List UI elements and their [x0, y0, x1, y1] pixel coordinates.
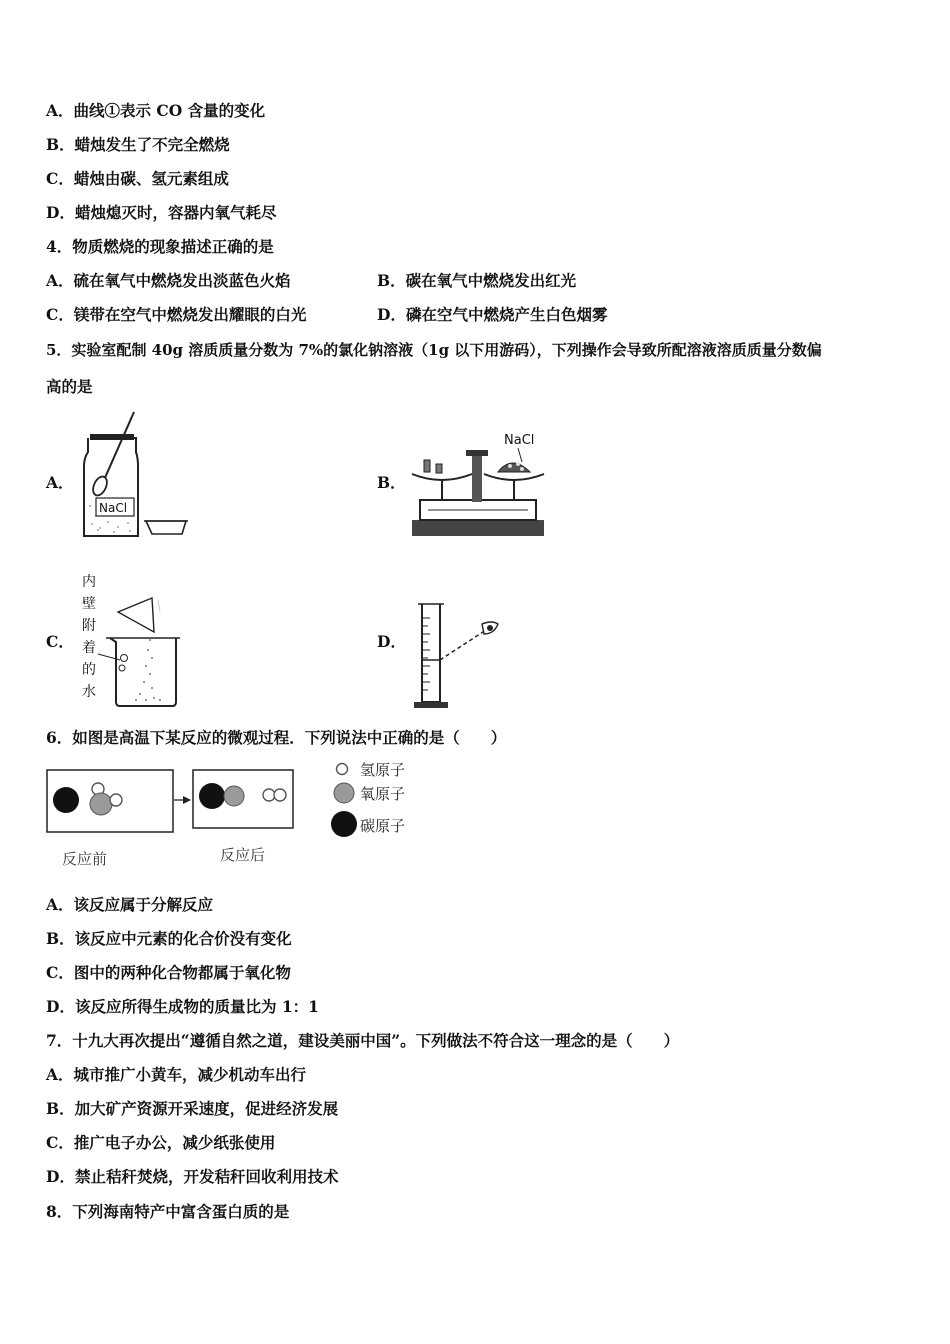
legend-oxygen: 氧原子: [360, 785, 406, 803]
q6-stem: 6．如图是高温下某反应的微观过程．下列说法中正确的是（ ）: [46, 728, 507, 747]
wall-water-char-2: 壁: [82, 596, 96, 612]
q4-stem: 4．物质燃烧的现象描述正确的是: [46, 237, 274, 256]
q6-option-b: B．该反应中元素的化合价没有变化: [46, 929, 292, 948]
q3-option-b: B．蜡烛发生了不完全燃烧: [46, 135, 230, 154]
q7-option-b: B．加大矿产资源开采速度，促进经济发展: [46, 1099, 339, 1118]
wall-water-label: [82, 573, 96, 700]
q7-option-d: D．禁止秸秆焚烧，开发秸秆回收利用技术: [46, 1167, 339, 1186]
q6-option-a: A．该反应属于分解反应: [46, 895, 214, 914]
q5-label-a: A．: [46, 473, 74, 492]
q6-option-d: D．该反应所得生成物的质量比为 1：1: [46, 997, 319, 1016]
wall-water-char-6: 水: [82, 684, 96, 700]
q7-stem: 7．十九大再次提出“遵循自然之道，建设美丽中国”。下列做法不符合这一理念的是（ ）: [46, 1031, 680, 1050]
before-caption: 反应前: [62, 850, 108, 868]
q7-option-a: A．城市推广小黄车，减少机动车出行: [46, 1065, 307, 1084]
q4-option-d: D．磷在空气中燃烧产生白色烟雾: [377, 305, 608, 324]
eye-icon: [482, 622, 498, 634]
wall-water-char-1: 内: [82, 574, 96, 590]
q3-option-d: D．蜡烛熄灭时，容器内氧气耗尽: [46, 203, 277, 222]
q5-stem-line2: 高的是: [46, 377, 93, 396]
beaker-figure: [80, 570, 190, 710]
nacl-bottle-label: NaCl: [99, 501, 128, 515]
q5-label-d: D．: [377, 632, 406, 651]
reagent-bottle-figure: [78, 408, 193, 542]
legend-hydrogen: 氢原子: [360, 761, 406, 779]
q8-stem: 8．下列海南特产中富含蛋白质的是: [46, 1202, 290, 1221]
q5-label-c: C．: [46, 632, 74, 651]
q4-option-c: C．镁带在空气中燃烧发出耀眼的白光: [46, 305, 307, 324]
q4-option-b: B．碳在氧气中燃烧发出红光: [377, 271, 577, 290]
wall-water-char-4: 着: [82, 640, 96, 656]
q5-stem-line1: 5．实验室配制 40g 溶质质量分数为 7%的氯化钠溶液（1g 以下用游码），下列操作会导致所配溶液溶质质量分数偏: [46, 341, 822, 359]
reaction-diagram: [44, 760, 416, 868]
balance-figure: [406, 428, 550, 540]
cylinder-figure: [410, 598, 510, 714]
q6-option-c: C．图中的两种化合物都属于氧化物: [46, 963, 291, 982]
q3-option-c: C．蜡烛由碳、氢元素组成: [46, 169, 229, 188]
wall-water-char-5: 的: [82, 662, 96, 678]
after-caption: 反应后: [220, 846, 266, 864]
legend-carbon: 碳原子: [360, 817, 406, 835]
q7-option-c: C．推广电子办公，减少纸张使用: [46, 1133, 276, 1152]
q3-option-a: A．曲线①表示 CO 含量的变化: [46, 101, 266, 120]
q4-option-a: A．硫在氧气中燃烧发出淡蓝色火焰: [46, 271, 291, 290]
nacl-balance-label: NaCl: [504, 433, 535, 448]
q5-label-b: B．: [377, 473, 406, 492]
wall-water-char-3: 附: [82, 618, 96, 634]
